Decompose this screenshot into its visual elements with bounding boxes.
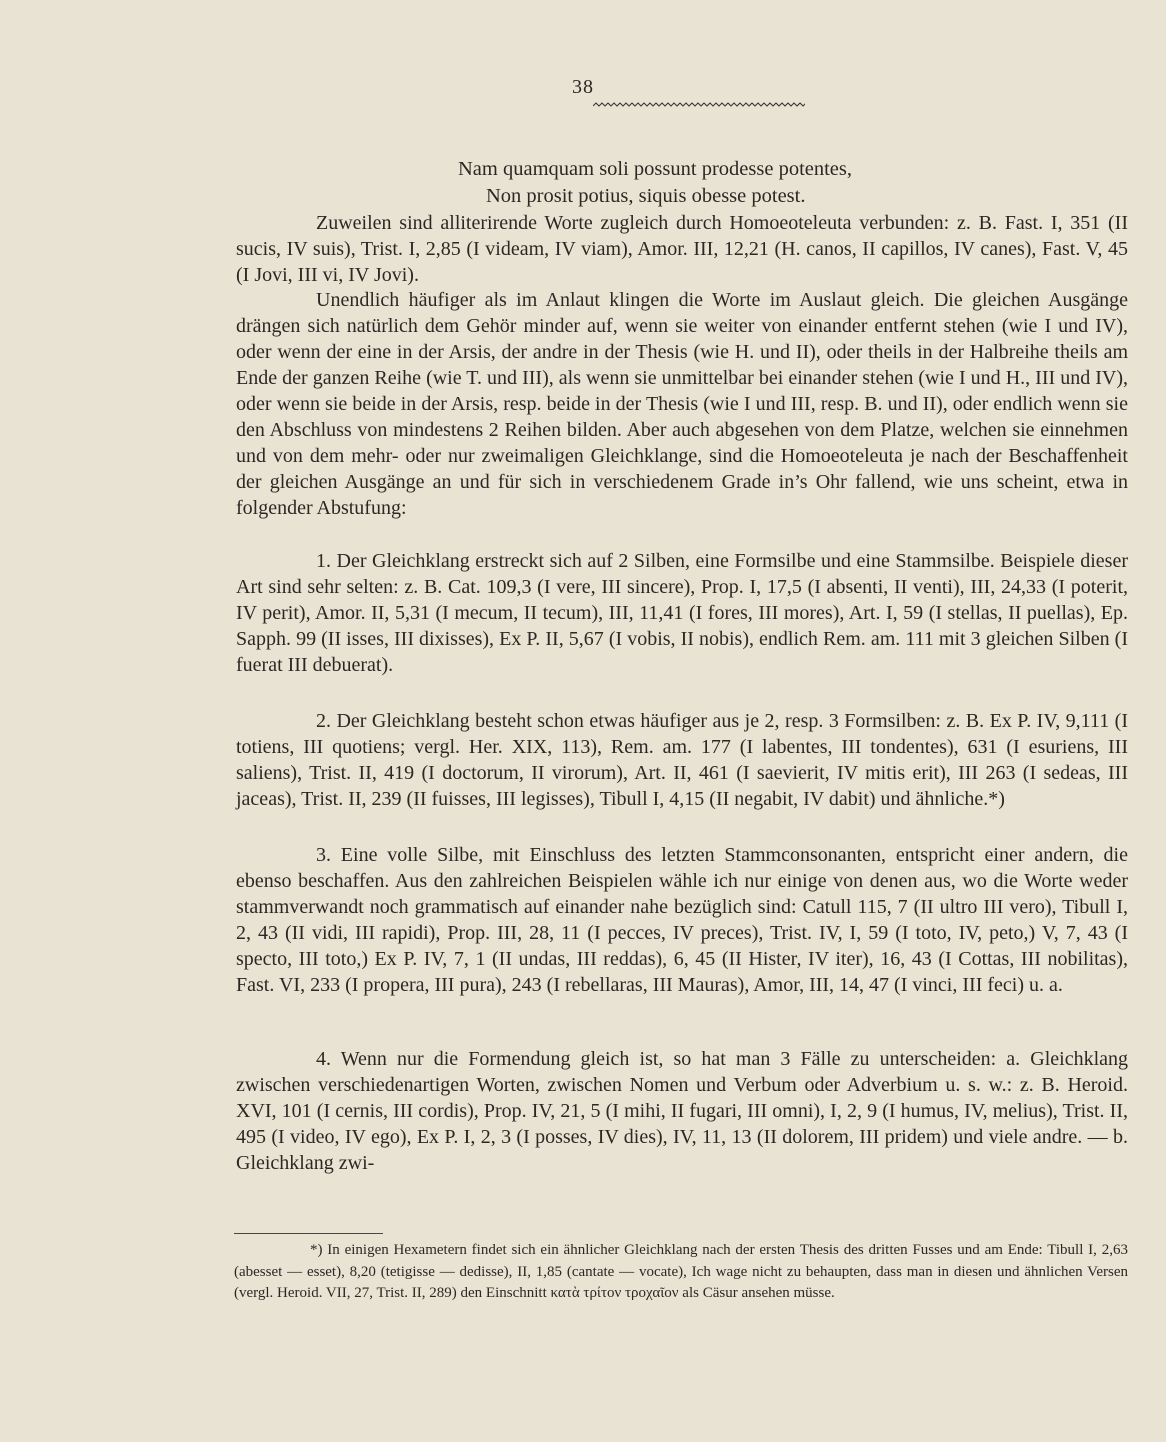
footnote-text: *) In einigen Hexametern findet sich ein ähnlicher Gleichklang nach der ersten Thesis des dritten Fusses und am Ende: Tibull I, 2,63 (abesset — esset), 8,20 (tetigisse — dedisse), II, 1,85 (cantate — vocate), Ich wage nicht zu behaupten, dass man in diesen und ähnlichen Versen (vergl. Heroid. VII, 27, Trist. II, 289) den Einschnitt κατὰ τρίτον τροχαῖον als Cäsur ansehen müsse.: [234, 1242, 1128, 1301]
verse-line-2: Non prosit potius, siquis obesse potest.: [486, 185, 806, 207]
verse-line-1: Nam quamquam soli possunt prodesse potentes,: [458, 158, 853, 180]
footnote-divider: [234, 1233, 383, 1234]
paragraph-alliteration: [236, 210, 1128, 288]
paragraph-auslaut: [236, 287, 1128, 521]
page-number: 38: [572, 76, 594, 98]
list-item-text: 1. Der Gleichklang erstreckt sich auf 2 Silben, eine Formsilbe und eine Stammsilbe. Beispiele dieser Art sind sehr selten: z. B. Cat. 109,3 (I vere, III sincere), Prop. I, 17,5 (I absenti, II venti), III, 24,33 (I poterit, IV perit), Amor. II, 5,31 (I mecum, II tecum), III, 11,41 (I fores, III mores), Art. I, 59 (I stellas, II puellas), Ep. Sapph. 99 (II isses, III dixisses), Ex P. II, 5,67 (I vobis, II nobis), endlich Rem. am. 111 mit 3 gleichen Silben (I fuerat III debuerat).: [236, 550, 1128, 676]
list-item-text: 2. Der Gleichklang besteht schon etwas häufiger aus je 2, resp. 3 Formsilben: z. B. Ex P. IV, 9,111 (I totiens, III quotiens; vergl. Her. XIX, 113), Rem. am. 177 (I labentes, III tondentes), 631 (I esuriens, III saliens), Trist. II, 419 (I doctorum, II virorum), Art. II, 461 (I saevierit, IV mitis erit), III 263 (I sedeas, III jaceas), Trist. II, 239 (II fuisses, III legisses), Tibull I, 4,15 (II negabit, IV dabit) und ähnliche.*): [236, 710, 1128, 810]
list-item-1: [236, 548, 1128, 678]
wavy-rule-ornament: [593, 101, 805, 111]
paragraph-text: Unendlich häufiger als im Anlaut klingen die Worte im Auslaut gleich. Die gleichen Ausgänge drängen sich natürlich dem Gehör minder auf, wenn sie weiter von einander entfernt stehen (wie I und IV), oder wenn der eine in der Arsis, der andre in der Thesis (wie H. und II), oder theils in der Halbreihe theils am Ende der ganzen Reihe (wie T. und III), als wenn sie unmittelbar bei einander stehen (wie I und H., III und IV), oder wenn sie beide in der Arsis, resp. beide in der Thesis (wie I und III, resp. B. und II), oder endlich wenn sie den Abschluss von mindestens 2 Reihen bilden. Aber auch abgesehen von dem Platze, welchen sie einnehmen und von dem mehr- oder nur zweimaligen Gleichklange, sind die Homoeoteleuta je nach der Beschaffenheit der gleichen Ausgänge an und für sich in verschiedenem Grade in’s Ohr fallend, wie uns scheint, etwa in folgender Abstufung:: [236, 289, 1128, 519]
list-item-text: 4. Wenn nur die Formendung gleich ist, so hat man 3 Fälle zu unterscheiden: a. Gleichklang zwischen verschiedenartigen Worten, zwischen Nomen und Verbum oder Adverbium u. s. w.: z. B. Heroid. XVI, 101 (I cernis, III cordis), Prop. IV, 21, 5 (I mihi, II fugari, III omni), I, 2, 9 (I humus, IV, melius), Trist. II, 495 (I video, IV ego), Ex P. I, 2, 3 (I posses, IV dies), IV, 11, 13 (II dolorem, III pridem) und viele andre. — b. Gleichklang zwi-: [236, 1048, 1128, 1174]
list-item-3: [236, 842, 1128, 998]
list-item-4: [236, 1046, 1128, 1176]
list-item-text: 3. Eine volle Silbe, mit Einschluss des letzten Stammconsonanten, entspricht einer andern, die ebenso beschaffen. Aus den zahlreichen Beispielen wähle ich nur einige von denen aus, wo die Worte weder stammverwandt noch grammatisch auf einander nahe bezüglich sind: Catull 115, 7 (II ultro III vero), Tibull I, 2, 43 (II vidi, III rapidi), Prop. III, 28, 11 (I pecces, IV preces), Trist. IV, I, 59 (I toto, IV, peto,) V, 7, 43 (I specto, III toto,) Ex P. IV, 7, 1 (II undas, III reddas), 6, 45 (II Hister, IV iter), 16, 43 (I Cottas, III nobilitas), Fast. VI, 233 (I propera, III pura), 243 (I rebellaras, III Mauras), Amor, III, 14, 47 (I vinci, III feci) u. a.: [236, 844, 1128, 996]
list-item-2: [236, 708, 1128, 812]
footnote: [234, 1240, 1128, 1305]
paragraph-text: Zuweilen sind alliterirende Worte zugleich durch Homoeoteleuta verbunden: z. B. Fast. I, 351 (II sucis, IV suis), Trist. I, 2,85 (I videam, IV viam), Amor. III, 12,21 (H. canos, II capillos, IV canes), Fast. V, 45 (I Jovi, III vi, IV Jovi).: [236, 212, 1128, 286]
